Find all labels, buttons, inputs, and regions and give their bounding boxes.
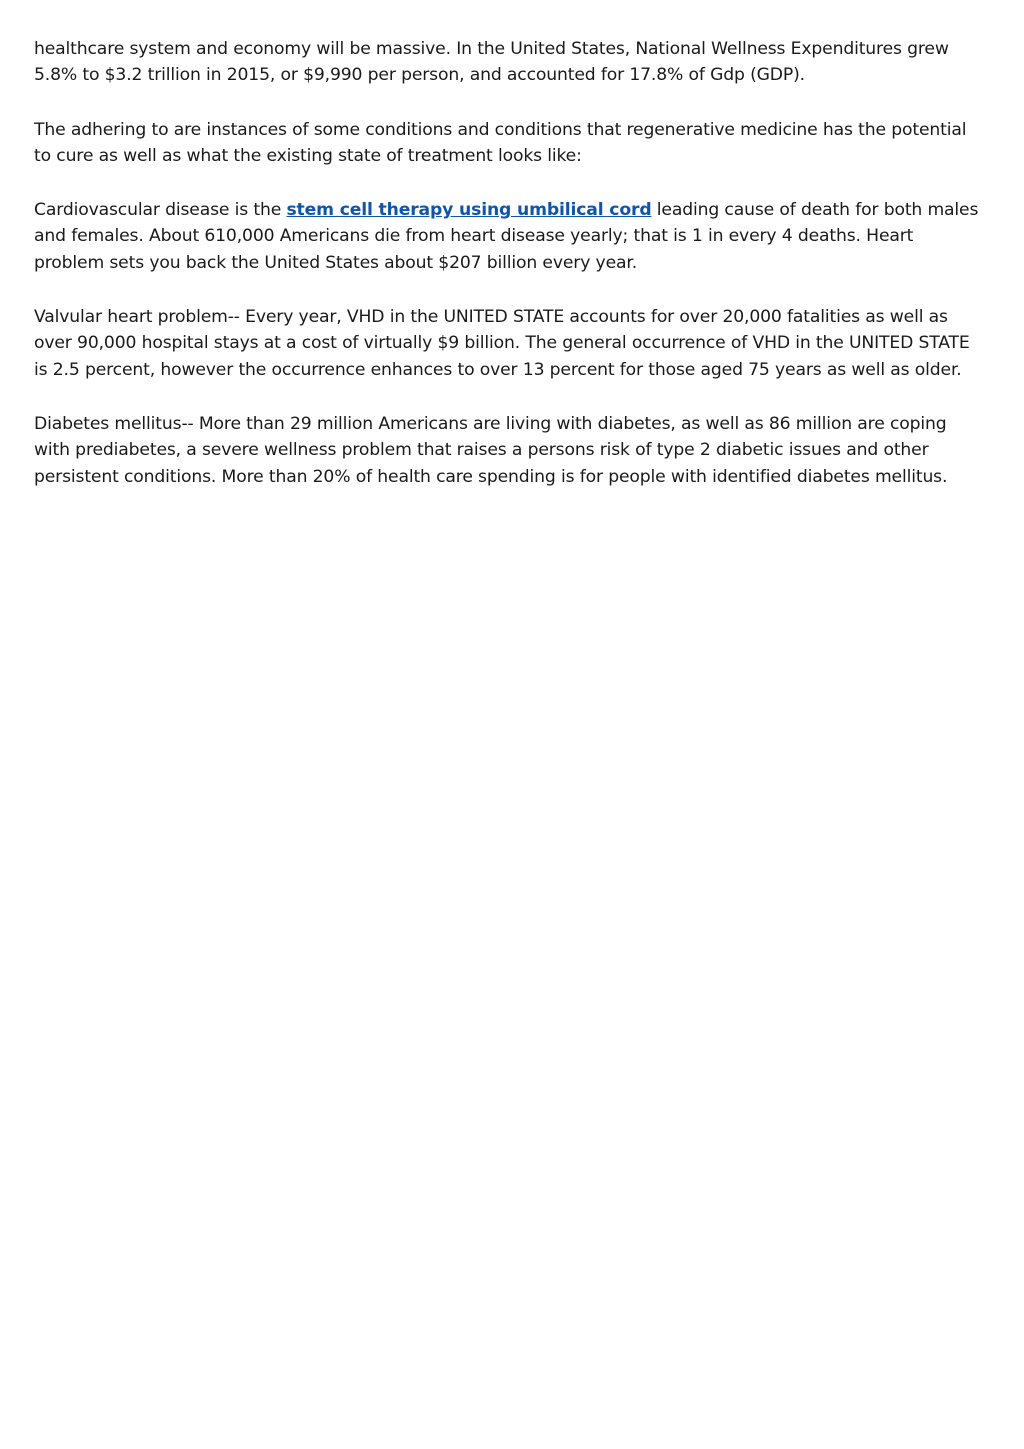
- paragraph-healthcare-expenditures: healthcare system and economy will be massive. In the United States, National Wellness Expenditures grew 5.8% to $3.2 trillion in 2015, or $9,990 per person, and accounted for 17.8% of Gdp (GDP).: [34, 39, 949, 86]
- paragraph-conditions-intro: The adhering to are instances of some conditions and conditions that regenerative medicine has the potential to cure as well as what the existing state of treatment looks like:: [34, 119, 967, 166]
- paragraph-cardiovascular: [34, 197, 984, 276]
- paragraph-cardiovascular-rest: leading cause of death for both males and females. About 610,000 Americans die from heart disease yearly; that is 1 in every 4 deaths. Heart problem sets you back the United States about $207 billion every year.: [34, 200, 979, 273]
- paragraph-valvular: Valvular heart problem-- Every year, VHD in the UNITED STATE accounts for over 20,000 fatalities as well as over 90,000 hospital stays at a cost of virtually $9 billion. The general occurrence of VHD in the UNITED STATE is 2.5 percent, however the occurrence enhances to over 13 percent for those aged 75 years as well as older.: [34, 307, 970, 380]
- document-body: [34, 36, 984, 518]
- paragraph-cardiovascular-lead: Cardiovascular disease is the: [34, 200, 287, 221]
- paragraph-diabetes: Diabetes mellitus-- More than 29 million Americans are living with diabetes, as well as 86 million are coping with prediabetes, a severe wellness problem that raises a persons risk of type 2 diabetic issues and other persistent conditions. More than 20% of health care spending is for people with identified diabetes mellitus.: [34, 413, 948, 487]
- stem-cell-therapy-link[interactable]: stem cell therapy using umbilical cord: [286, 200, 652, 221]
